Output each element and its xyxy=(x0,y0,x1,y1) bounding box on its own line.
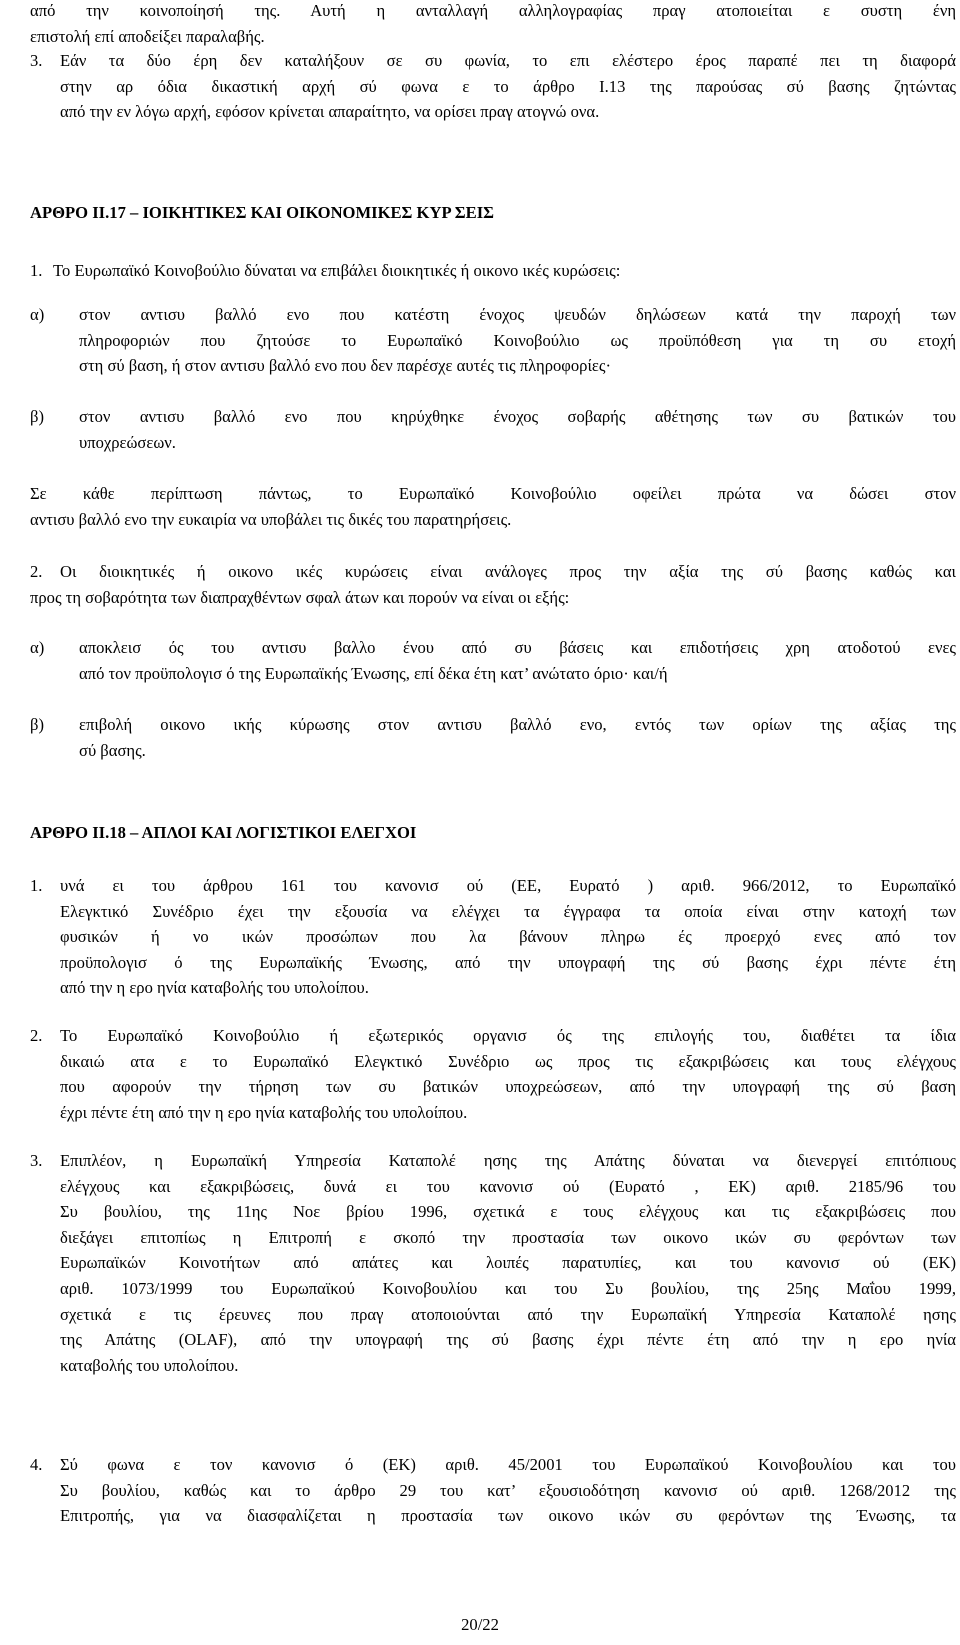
text-line: Συ βουλίου, καθώς και το άρθρο 29 του κατ’ εξουσιοδότηση κανονισ ού αριθ. 1268/2012 της xyxy=(60,1480,956,1500)
sub-item-body xyxy=(79,635,956,686)
text-line: σχετικά ε τις έρευνες που πραγ ατοποιούνται από την Ευρωπαϊκή Υπηρεσία Καταπολέ ησης xyxy=(60,1304,956,1324)
paragraph-body xyxy=(60,1452,956,1529)
paragraph-number: 2. xyxy=(30,1026,43,1045)
paragraph-number: 2. xyxy=(30,562,43,581)
text-line: επιβολή οικονο ικής κύρωσης στον αντισυ βαλλό ενο, εντός των ορίων της αξίας της xyxy=(79,715,956,734)
text-line: υποχρεώσεων. xyxy=(79,432,176,452)
text-line: Ελεγκτικό Συνέδριο έχει την εξουσία να ελέγχει τα έγγραφα τα οποία είναι στην κατοχή των xyxy=(60,901,956,921)
sub-item-label: α) xyxy=(30,305,45,324)
text-line: αποκλεισ ός του αντισυ βαλλο ένου από συ βάσεις και επιδοτήσεις χρη ατοδοτού ενες xyxy=(79,638,956,657)
article-heading: ΑΡΘΡΟ ΙΙ.17 – ΙΟΙΚΗΤΙΚΕΣ ΚΑΙ ΟΙΚΟΝΟΜΙΚΕΣ ΚΥΡ ΣΕΙΣ xyxy=(30,203,495,222)
text-line: έχρι πέντε έτη από την η ερο ηνία καταβολής του υπολοίπου. xyxy=(60,1102,468,1122)
paragraph-body xyxy=(60,48,956,125)
text-line: προϋπολογισ ό της Ευρωπαϊκής Ένωσης, από την υπογραφή της σύ βασης έχρι πέντε έτη xyxy=(60,952,956,972)
paragraph-body xyxy=(30,559,956,610)
text-line: πληροφοριών που ζητούσε το Ευρωπαϊκό Κοινοβούλιο ως προϋπόθεση για τη συ ετοχή xyxy=(79,330,956,350)
text-line: σύ βασης. xyxy=(79,740,146,760)
text-line: Ευρωπαϊκών Κοινοτήτων από απάτες και λοιπές παρατυπίες, και του κανονισ ού (ΕΚ) xyxy=(60,1253,956,1273)
text-line: δικαιώ ατα ε το Ευρωπαϊκό Ελεγκτικό Συνέδριο ως προς τις εξακριβώσεις και τους ελέγχους xyxy=(60,1051,956,1071)
text-line: Το Ευρωπαϊκό Κοινοβούλιο δύναται να επιβάλει διοικητικές ή οικονο ικές κυρώσεις: xyxy=(53,261,621,280)
paragraph-body xyxy=(60,1023,956,1125)
paragraph-number: 3. xyxy=(30,1151,43,1170)
paragraph-continuation xyxy=(30,0,956,49)
text-line: στον αντισυ βαλλό ενο που κατέστη ένοχος ψευδών δηλώσεων κατά την παροχή των xyxy=(79,305,956,324)
text-line: από την εν λόγω αρχή, εφόσον κρίνεται απαραίτητο, να ορίσει πραγ ατογνώ ονα. xyxy=(60,102,600,122)
sub-item-label: β) xyxy=(30,715,44,734)
text-line: από την κοινοποίησή της. Αυτή η ανταλλαγή αλληλογραφίας πραγ ατοποιείται ε συστη ένη xyxy=(30,1,956,20)
text-line: Το Ευρωπαϊκό Κοινοβούλιο ή εξωτερικός οργανισ ός της επιλογής του, διαθέτει τα ίδια xyxy=(60,1026,956,1045)
text-line: Σύ φωνα ε τον κανονισ ό (ΕΚ) αριθ. 45/2001 του Ευρωπαϊκού Κοινοβουλίου και του xyxy=(60,1455,956,1474)
text-line: Οι διοικητικές ή οικονο ικές κυρώσεις είναι ανάλογες προς την αξία της σύ βασης καθώς και xyxy=(60,562,956,581)
text-line: στην αρ όδια δικαστική αρχή σύ φωνα ε το άρθρο I.13 της παρούσας σύ βασης ζητώντας xyxy=(60,76,956,96)
text-line: Συ βουλίου, της 11ης Νοε βρίου 1996, σχετικά ε τους ελέγχους και τις εξακριβώσεις που xyxy=(60,1202,956,1222)
article-heading: ΑΡΘΡΟ ΙΙ.18 – ΑΠΛΟΙ ΚΑΙ ΛΟΓΙΣΤΙΚΟΙ ΕΛΕΓΧΟΙ xyxy=(30,823,417,842)
text-line: Σε κάθε περίπτωση πάντως, το Ευρωπαϊκό Κοινοβούλιο οφείλει πρώτα να δώσει στον xyxy=(30,484,956,503)
text-line: από την η ερο ηνία καταβολής του υπολοίπου. xyxy=(60,978,369,998)
text-line: υνά ει του άρθρου 161 του κανονισ ού (ΕΕ, Ευρατό ) αριθ. 966/2012, το Ευρωπαϊκό xyxy=(60,876,956,895)
text-line: Επιτροπής, για να διασφαλίζεται η προστασία των οικονο ικών συ φερόντων της Ένωσης, τα xyxy=(60,1506,956,1526)
paragraph xyxy=(30,481,956,532)
text-line: της Απάτης (OLAF), από την υπογραφή της σύ βασης έχρι πέντε έτη από την η ερο ηνία xyxy=(60,1330,956,1350)
paragraph-body xyxy=(60,873,956,1001)
text-line: ελέγχους και εξακριβώσεις, δυνά ει του κανονισ ού (Ευρατό , ΕΚ) αριθ. 2185/96 του xyxy=(60,1176,956,1196)
text-line: προς τη σοβαρότητα των διαπραχθέντων σφαλ άτων και πορούν να είναι οι εξής: xyxy=(30,587,570,607)
text-line: στη σύ βαση, ή στον αντισυ βαλλό ενο που δεν παρέσχε αυτές τις πληροφορίες· xyxy=(79,356,611,376)
text-line: που αφορούν την τήρηση των συ βατικών υποχρεώσεων, από την υπογραφή της σύ βαση xyxy=(60,1077,956,1097)
text-line: φυσικών ή νο ικών προσώπων που λα βάνουν πληρω ές προερχό ενες από τον xyxy=(60,927,956,947)
text-line: επιστολή επί αποδείξει παραλαβής. xyxy=(30,26,265,46)
text-line: αντισυ βαλλό ενο την ευκαιρία να υποβάλει τις δικές του παρατηρήσεις. xyxy=(30,509,512,529)
sub-item-body xyxy=(79,712,956,763)
paragraph-number: 1. xyxy=(30,261,43,280)
sub-item-label: α) xyxy=(30,638,45,657)
sub-item-body xyxy=(79,302,956,379)
sub-item-body xyxy=(79,404,956,455)
text-line: διεξάγει επιτοπίως η Επιτροπή ε σκοπό την προστασία των οικονο ικών συ φερόντων των xyxy=(60,1227,956,1247)
paragraph-body xyxy=(53,258,949,284)
text-line: αριθ. 1073/1999 του Ευρωπαϊκού Κοινοβουλίου και του Συ βουλίου, της 25ης Μαΐου 1999, xyxy=(60,1278,956,1298)
text-line: καταβολής του υπολοίπου. xyxy=(60,1355,239,1375)
page-number: 20/22 xyxy=(461,1615,499,1634)
text-line: Επιπλέον, η Ευρωπαϊκή Υπηρεσία Καταπολέ ησης της Απάτης δύναται να διενεργεί επιτόπιους xyxy=(60,1151,956,1170)
paragraph-body xyxy=(60,1148,956,1378)
text-line: Εάν τα δύο έρη δεν καταλήξουν σε συ φωνία, το επι ελέστερο έρος παραπέ πει τη διαφορά xyxy=(60,51,956,70)
sub-item-label: β) xyxy=(30,407,44,426)
text-line: από τον προϋπολογισ ό της Ευρωπαϊκής Ένωσης, επί δέκα έτη κατ’ ανώτατο όριο· και/ή xyxy=(79,663,668,683)
text-line: στον αντισυ βαλλό ενο που κηρύχθηκε ένοχος σοβαρής αθέτησης των συ βατικών του xyxy=(79,407,956,426)
paragraph-number: 4. xyxy=(30,1455,43,1474)
paragraph-number: 1. xyxy=(30,876,43,895)
paragraph-number: 3. xyxy=(30,51,43,70)
